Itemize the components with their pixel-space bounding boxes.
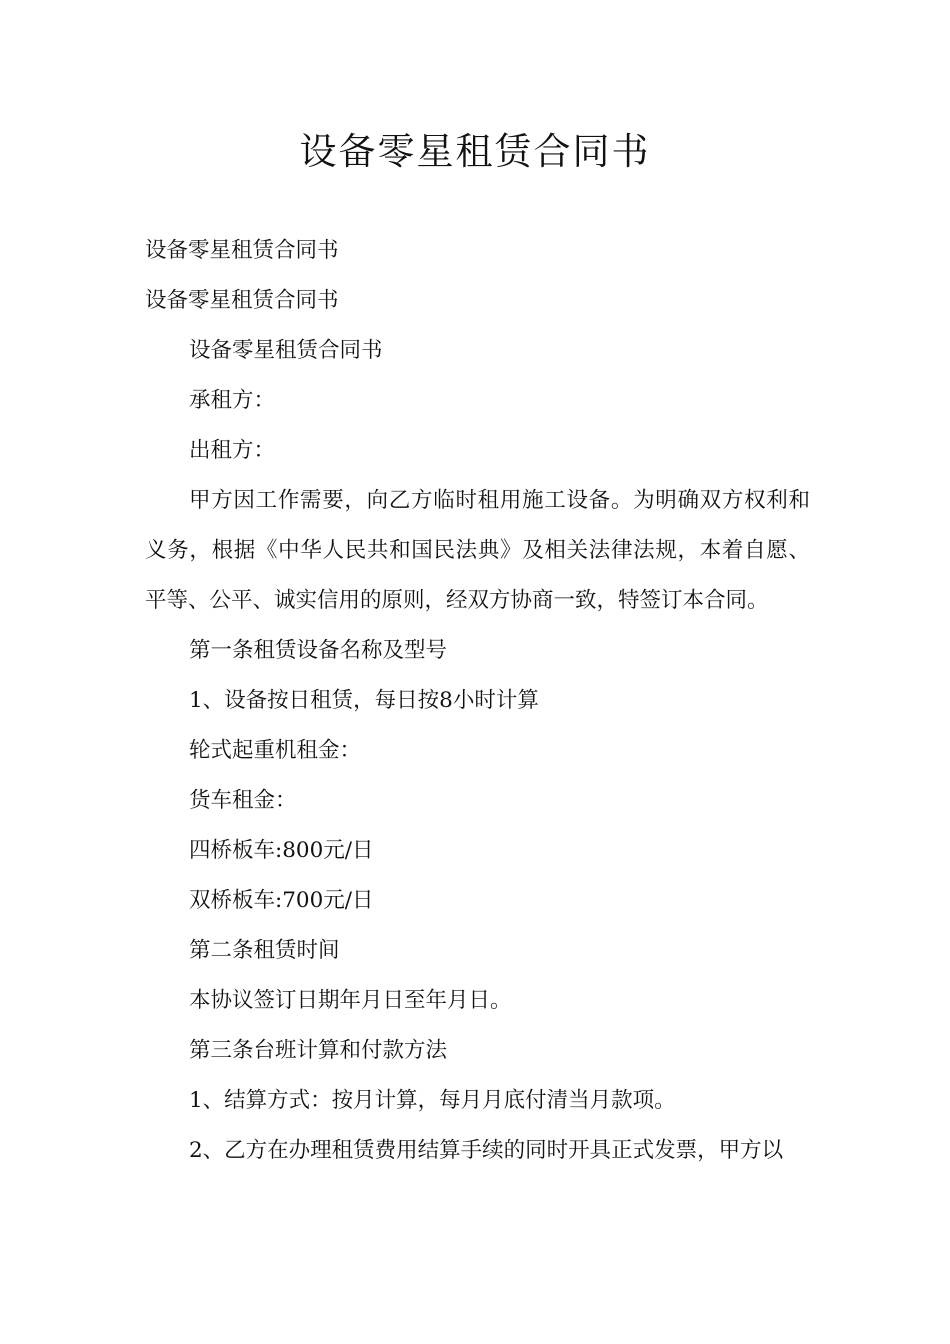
article-heading: 第一条租赁设备名称及型号 [189,638,448,663]
paragraph: 货车租金： [189,788,297,813]
article-heading: 第二条租赁时间 [189,938,340,963]
paragraph: 轮式起重机租金： [189,738,362,763]
paragraph: 设备零星租赁合同书 [145,288,339,313]
paragraph: 2、乙方在办理租赁费用结算手续的同时开具正式发票，甲方以 [189,1138,784,1163]
document-title: 设备零星租赁合同书 [299,130,651,173]
article-heading: 第三条台班计算和付款方法 [189,1038,448,1063]
paragraph: 双桥板车:700元/日 [189,888,374,913]
document-body [145,226,810,1176]
lessor-label: 出租方： [189,438,276,463]
paragraph: 1、结算方式：按月计算，每月月底付清当月款项。 [189,1088,676,1113]
paragraph: 本协议签订日期年月日至年月日。 [189,988,512,1013]
paragraph: 设备零星租赁合同书 [145,238,339,263]
preamble-paragraph: 甲方因工作需要，向乙方临时租用施工设备。为明确双方权利和义务，根据《中华人民共和国民法典》及相关法律法规，本着自愿、平等、公平、诚实信用的原则，经双方协商一致，特签订本合同。 [145,488,810,613]
paragraph: 1、设备按日租赁，每日按8小时计算 [189,688,539,713]
lessee-label: 承租方： [189,388,276,413]
paragraph: 四桥板车:800元/日 [189,838,374,863]
paragraph: 设备零星租赁合同书 [189,338,383,363]
